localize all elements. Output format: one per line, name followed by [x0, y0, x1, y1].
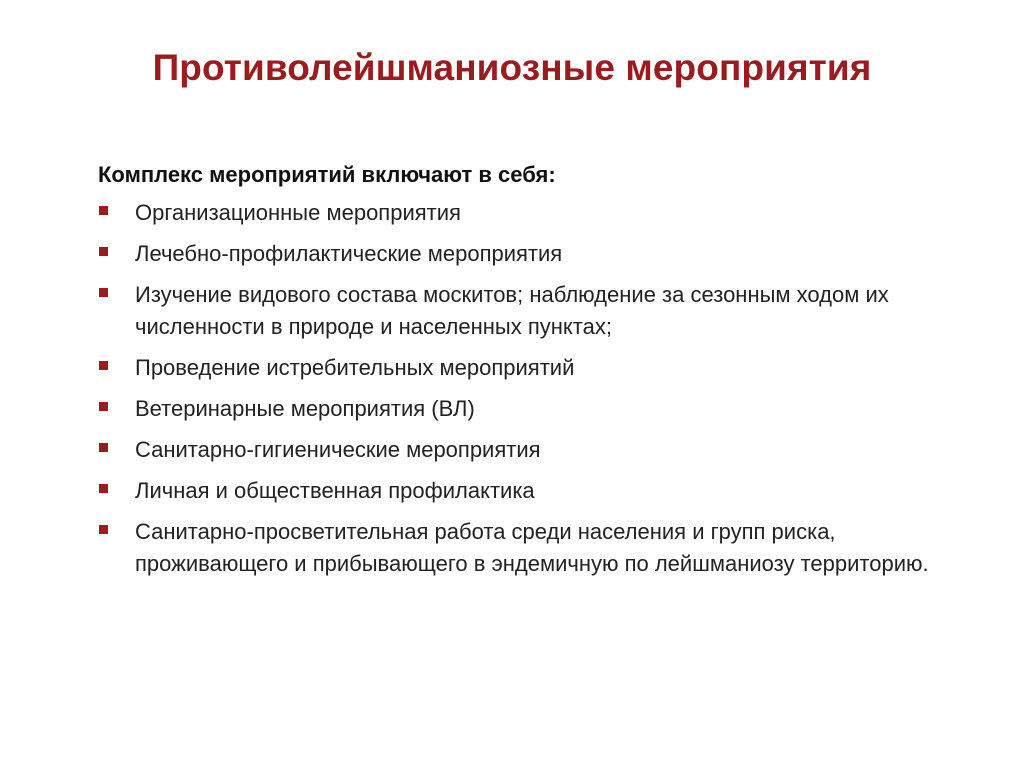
list-item — [98, 434, 978, 466]
list-item-text: Проведение истребительных мероприятий — [135, 355, 575, 380]
square-bullet-icon — [99, 484, 108, 493]
square-bullet-icon — [99, 402, 108, 411]
slide-content — [98, 158, 978, 589]
slide-title: Противолейшманиозные мероприятия — [152, 47, 872, 88]
list-item-text: Ветеринарные мероприятия (ВЛ) — [135, 396, 475, 421]
list-item-text: Изучение видового состава москитов; наблюдение за сезонным ходом их численности в природе и населенных пунктах; — [135, 282, 889, 339]
list-item-text: Лечебно-профилактические мероприятия — [135, 241, 563, 266]
square-bullet-icon — [99, 361, 108, 370]
list-item — [98, 197, 978, 229]
list-item-text: Личная и общественная профилактика — [135, 478, 535, 503]
square-bullet-icon — [99, 247, 108, 256]
list-item — [98, 393, 978, 425]
list-item — [98, 352, 978, 384]
square-bullet-icon — [99, 206, 108, 215]
list-item-text: Организационные мероприятия — [135, 200, 461, 225]
list-item — [98, 238, 978, 270]
list-item-text: Санитарно-гигиенические мероприятия — [135, 437, 541, 462]
list-item — [98, 475, 978, 507]
square-bullet-icon — [99, 288, 108, 297]
square-bullet-icon — [99, 443, 108, 452]
intro-text: Комплекс мероприятий включают в себя: — [98, 162, 556, 187]
list-item — [98, 279, 978, 343]
list-item — [98, 516, 978, 580]
square-bullet-icon — [99, 525, 108, 534]
list-item-text: Санитарно-просветительная работа среди населения и групп риска, проживающего и прибывающего в эндемичную по лейшманиозу территорию. — [135, 519, 929, 576]
bullet-list — [98, 197, 978, 580]
